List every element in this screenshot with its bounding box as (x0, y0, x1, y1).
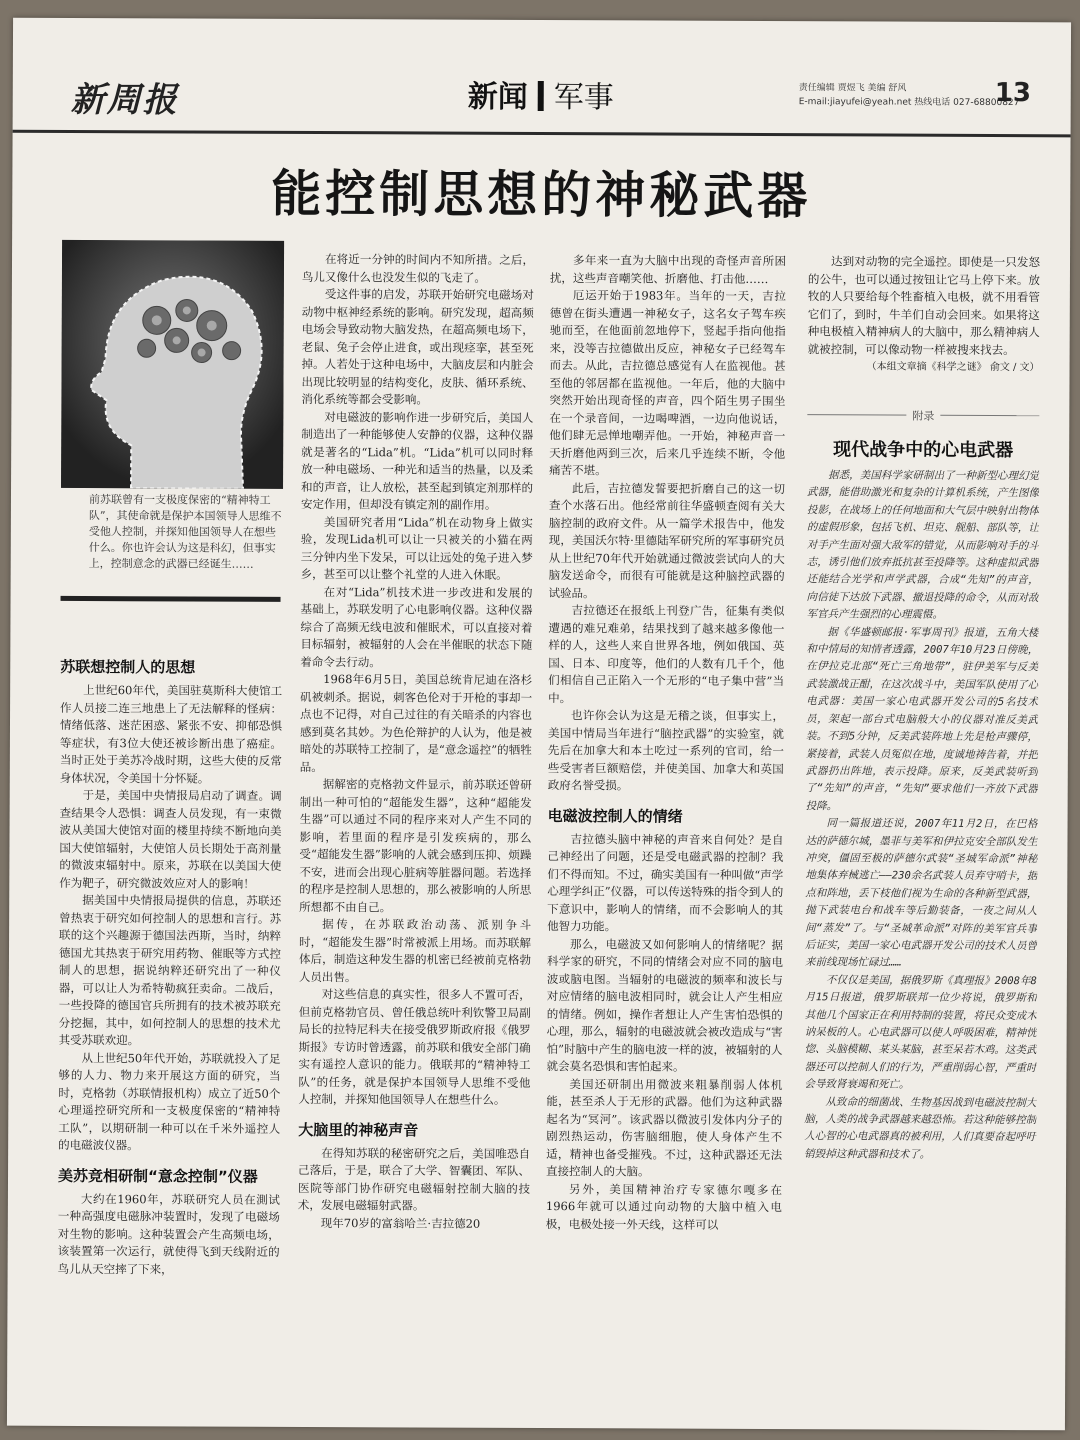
sub-heading: 美苏竞相研制“意念控制”仪器 (57, 1166, 258, 1186)
paragraph: 于是，美国中央情报局启动了调查。调查结果令人恐惧：调查人员发现，有一束微波从美国大使馆对面的楼里持续不断地向美国大使馆辐射，大使馆人员长期处于高剂量的微波束辐射中。原来，苏联在以美国大使作为靶子，研究微波效应对人的影响！ (59, 788, 282, 891)
paragraph: 据传，在苏联政治动荡、派别争斗时，“超能发生器”时常被派上用场。而苏联解体后，制造这种发生器的机密已经被前克格勃人员出售。 (298, 917, 532, 984)
paragraph: 在得知苏联的秘密研究之后，美国唯恐自己落后，于是，联合了大学、智囊团、军队、医院等部门协作研究电磁辐射控制大脑的技术，发展电磁辐射武器。 (297, 1145, 531, 1213)
sub-heading: 苏联想控制人的思想 (60, 657, 196, 677)
brain-gears-photo (61, 240, 284, 489)
credits-line-2: E-mail:jiayufei@yeah.net 热线电话 027-68800827 (798, 97, 1020, 109)
sidebar-paragraph: 不仅仅是美国，据俄罗斯《真理报》2008年8月15日报道，俄罗斯联邦一位少将说，俄罗斯和其他几个国家正在利用特制的装置，将民众变成木讷呆板的人。心电武器可以使人呼吸困难，精神恍惚、头脑模糊、某头某脑，甚至呆若木鸡。这类武器还可以控制人们的行为，严重削弱心智，严重时会导致肾衰竭和死亡。 (804, 974, 1037, 1091)
section-subname: 军事 (553, 80, 614, 116)
sub-heading: 大脑里的神秘声音 (298, 1120, 419, 1139)
sidebar-paragraph: 从致命的细菌战、生物基因战到电磁波控制大脑，人类的战争武器越来越恐怖。若这种能够控制人心智的心电武器真的被利用，人们真要奋起呼吁销毁掉这种武器和技术了。 (804, 1095, 1037, 1161)
paragraph: 此后，吉拉德发誓要把折磨自己的这一切查个水落石出。他经常前往华盛顿查阅有关大脑控制的政府文件。从一篇学术报告中，他发现，美国沃尔特·里德陆军研究所的军事研究员从上世纪70年代开始就通过微波尝试向人的大脑发送命令，而很有可能就是这种脑控武器的试验品。 (548, 480, 786, 600)
newspaper-brand: 新周报 (70, 79, 179, 121)
section-name: 新闻 (467, 79, 528, 115)
paragraph: 大约在1960年，苏联研究人员在測试一种高强度电磁脉冲装置时，发现了电磁场对生物的影响。这种装置会产生高频电场，该装置第一次运行，就使得飞到天线附近的鸟儿从天空摔了下来， (57, 1191, 280, 1276)
paragraph: 据美国中央情报局提供的信息，苏联还曾热衷于研究如何控制人的思想和言行。苏联的这个兴趣源于德国法西斯，当时，纳粹德国尤其热衷于研究用药物、催眠等方式控制人的思想，据说纳粹还研究出了一种仪器，可以让人为希特勒疯狂卖命。二战后，一些投降的德国官兵所拥有的技术被苏联充分挖掘，其中，如何控制人的思想的技术尤其受苏联欢迎。 (58, 893, 282, 1048)
paragraph: 在对“Lida”机技术进一步改进和发展的基础上，苏联发明了心电影响仪器。这种仪器综合了高频无线电波和催眠术，可以直接对着目标辐射，被辐射的人会在半催眠的状态下随着命令去行动。 (300, 584, 533, 669)
paragraph: 现年70岁的富翁哈兰·吉拉德20 (320, 1215, 481, 1231)
masthead (13, 70, 1071, 138)
head-silhouette-illustration (61, 240, 284, 489)
article-column-1 (57, 646, 282, 1337)
sidebar-paragraph: 据悉，美国科学家研制出了一种新型心理幻觉武器，能借助激光和复杂的计算机系统，产生图像投影，在战场上的任何地面和大气层中映射出物体的虚假形象，包括飞机、坦克、舰船、部队等，让对手产生面对强大敌军的错觉，从而影响对手的斗志，诱引他们放弃抵抗甚至投降等。这种虚拟武器还能结合光学和声学武器，合成“先知”的声音，向信徒下达放下武器、撤退投降的命令，从而对敌军官兵产生强烈的心理震慑。 (806, 469, 1040, 622)
paragraph: 从上世纪50年代开始，苏联就投入了足够的人力、物力来开展这方面的研究，当时，克格勃（苏联情报机构）成立了近50个心理遥控研究所和一支极度保密的“精神特工队”，以期研制一种可以在千米外遥控人的电磁波仪器。 (58, 1050, 281, 1153)
photo-caption: 前苏联曾有一支极度保密的“精神特工队”，其使命就是保护本国领导人思维不受他人控制，并探知他国领导人在想些什么。你也许会认为这是科幻，但事实上，控制意念的武器已经诞生…… (88, 493, 282, 571)
article-column-4 (807, 253, 1040, 394)
paragraph: 受这件事的启发，苏联开始研究电磁场对动物中枢神经系统的影响。研究发现，超高频电场会导致动物大脑发热，在超高频电场下，老鼠、兔子会停止进食，或出现痉挛，甚至死掉。人若处于这种电场中，大脑皮层和内脏会出现比较明显的结构变化，皮肤、循环系统、消化系统等都会受影响。 (301, 287, 534, 407)
section-divider (538, 81, 544, 111)
paragraph: 上世纪60年代，美国驻莫斯科大使馆工作人员接二连三地患上了无法解释的怪病：情绪低落、迷茫困惑、紧张不安、抑郁恐惧等症状，有3位大使还被诊断出患了癌症。当时正处于美苏冷战时期，这些大使的反常身体状况，令美国十分怀疑。 (59, 683, 283, 786)
appendix-label-text: 附录 (906, 410, 940, 423)
paragraph: 多年来一直为大脑中出现的奇怪声音所困扰，这些声音嘲笑他、折磨他、打击他…… (549, 253, 787, 286)
paragraph: 美国还研制出用微波来粗暴削弱人体机能，甚至杀人于无形的武器。他们为这种武器起名为“冥河”。该武器以微波引发体内分子的剧烈热运动，伤害脑细胞，使人身体产生不适，精神也备受摧残。不过，这种武器还无法直接控制人的大脑。 (546, 1076, 783, 1179)
paragraph: 吉拉德头脑中神秘的声音来自何处？是自己神经出了问题，还是受电磁武器的控制？我们不得而知。不过，确实美国有一种叫做“声学心理学纠正”仪器，可以传送特殊的指令到人的下意识中，影响人的情绪，而不会影响人的其他智力功能。 (547, 831, 784, 934)
paragraph: 美国研究者用“Lida”机在动物身上做实验，发现Lida机可以让一只被关的小猫在两三分钟内坐下发呆，可以让远处的兔子进入梦乡，甚至可以让整个礼堂的人进入休眠。 (300, 514, 533, 582)
newspaper-page (7, 18, 1071, 1431)
section-title (468, 72, 614, 117)
paragraph: 厄运开始于1983年。当年的一天，吉拉德曾在街头遭遇一神秘女子，这名女子驾车疾驰而至，在他面前忽地停下，竖起手指向他指来，没等吉拉德做出反应，神秘女子已经驾车而去。从此，吉拉德总感觉有人在监视他。甚至他的邻居都在监视他。一年后，他的大脑中突然开始出现奇怪的声音，四个陌生男子围坐在一个录音间，一边喝啤酒，一边向他说话，他们肆无忌惮地嘲弄他。一开始，神秘声音一天折磨他两到三次，后来几乎连续不断，令他痛苦不堪。 (549, 288, 786, 478)
article-headline: 能控制思想的神秘武器 (271, 164, 812, 226)
paragraph: 对电磁波的影响作进一步研究后，美国人制造出了一种能够使人安静的仪器，这种仪器就是著名的“Lida”机。“Lida”机可以同时释放一种电磁场、一种光和适当的热量，以及柔和的声音，让人放松，甚至起到镇定剂那样的安定作用，但却没有镇定剂的副作用。 (300, 409, 534, 512)
paragraph: 也许你会认为这是无稽之谈，但事实上，美国中情局当年进行“脑控武器”的实验室，就先后在加拿大和本土吃过一系列的官司，给一些受害者巨额赔偿，并使美国、加拿大和英国政府名誉受损。 (547, 708, 785, 793)
sidebar-body (803, 467, 1039, 1348)
paragraph: 据解密的克格勃文件显示，前苏联还曾研制出一种可怕的“超能发生器”，这种“超能发生器”可以通过不同的程序来对人产生不同的影响，若里面的程序是引发疾病的，那么受“超能发生器”影响的人就会感到压抑、烦躁不安，进而会出现心脏病等脏器问题。若选择的程序是控制人思想的，那么被影响的人所思所想都不由自己。 (299, 777, 532, 914)
appendix-label (807, 407, 1039, 424)
page-number: 13 (994, 77, 1032, 109)
sidebar-paragraph: 同一篇报道还说，2007年11月2日，在巴格达的萨德尔城，墨菲与美军和伊拉克安全部队发生冲突，僵固至极的萨德尔武装“圣城军命派”神秘地集体弃械逃亡——230余名武装人员弃守哨卡，据点和阵地，丢下枝他们视为生命的各种新型武器，抛下武装电台和战车等后勤装备，一夜之间从人间“蒸发”了。与“圣城革命派”对阵的美军官兵事后证实，美国一家心电武器开发公司的技术人员曾来前线现场忙碌过…… (804, 817, 1038, 969)
sidebar-headline: 现代战争中的心电武器 (833, 439, 1014, 462)
sub-heading: 电磁波控制人的情绪 (547, 806, 683, 826)
paragraph: 对这些信息的真实性，很多人不置可否，但前克格勃官员、曾任俄总统叶利钦警卫局副局长的拉特尼科夫在接受俄罗斯政府报《俄罗斯报》专访时曾透露，前苏联和俄安全部门确实有遥控人意识的能力。俄联邦的“精神特工队”的任务，就是保护本国领导人思维不受他人控制，并探知他国领导人在想些什么。 (298, 987, 531, 1107)
paragraph: 吉拉德还在报纸上刊登广告，征集有类似遭遇的难兄难弟，结果找到了越来越多像他一样的人，这些人来自世界各地，例如俄国、英国、日本、印度等，他们的人数有几千个，他们相信自己正陷入一个无形的“电子集中营”当中。 (548, 603, 785, 705)
paragraph: 另外，美国精神治疗专家德尔嘎多在1966年就可以通过向动物的大脑中植入电极，电极处接一外天线，这样可以 (545, 1181, 783, 1232)
editor-credits (799, 81, 1020, 110)
article-column-3 (545, 252, 786, 1335)
paragraph: 达到对动物的完全遥控。即使是一只发怒的公牛，也可以通过按钮让它马上停下来。放牧的人只要给每个牲畜植入电极，就不用看管它们了，到时，牛羊们自动会回来。如果将这种电极植入精神病人的大脑中，那么精神病人就被控制，可以像动物一样被搜来找去。 (807, 254, 1041, 357)
paragraph: 那么，电磁波又如何影响人的情绪呢？据科学家的研究，不同的情绪会对应不同的脑电波或脑电图。当辐射的电磁波的频率和波长与对应情绪的脑电波相同时，就会让人产生相应的情绪。例如，操作者想让人产生害怕恐惧的心理，那么，辐射的电磁波就会被改造成与“害怕”时脑中产生的脑电波一样的波，被辐射的人就会莫名恐惧和害怕起来。 (546, 936, 784, 1074)
article-column-2 (297, 251, 534, 1332)
paragraph: 1968年6月5日，美国总统肯尼迪在洛杉矶被刺杀。据说，刺客色伦对于开枪的事却一点也不记得，对自己过往的有关暗杀的内容也感到莫名其妙。为色伦辩护的人认为，他是被暗处的苏联特工控制了，是“意念遥控”的牺牲品。 (299, 672, 533, 774)
sidebar-paragraph: 据《华盛顿邮报·军事周刊》报道，五角大楼和中情局的知情者透露，2007年10月23日傍晚，在伊拉克北部“死亡三角地带”，驻伊美军与反美武装激战正酣，在这次战斗中，美国军队使用了心电武器：美国一家心电武器开发公司的5名技术员，架起一部台式电脑般大小的仪器对准反美武装。不到5分钟，反美武装阵地上先是枪声骤停，紧接着，武装人员冤似在地，度诚地祷告着，并把武器扔出阵地，表示投降。原来，反美武装听到了“先知”的声音，“先知”要求他们一齐放下武器投降。 (805, 625, 1039, 813)
caption-rule (61, 596, 281, 602)
paragraph: 在将近一分钟的时间内不知所措。之后，鸟儿又像什么也没发生似的飞走了。 (301, 252, 535, 285)
credits-line-1: 责任编辑 贾煜飞 美编 舒风 (798, 83, 907, 94)
article-source: （本组文章摘《科学之谜》 俞文 / 文） (866, 361, 1040, 374)
